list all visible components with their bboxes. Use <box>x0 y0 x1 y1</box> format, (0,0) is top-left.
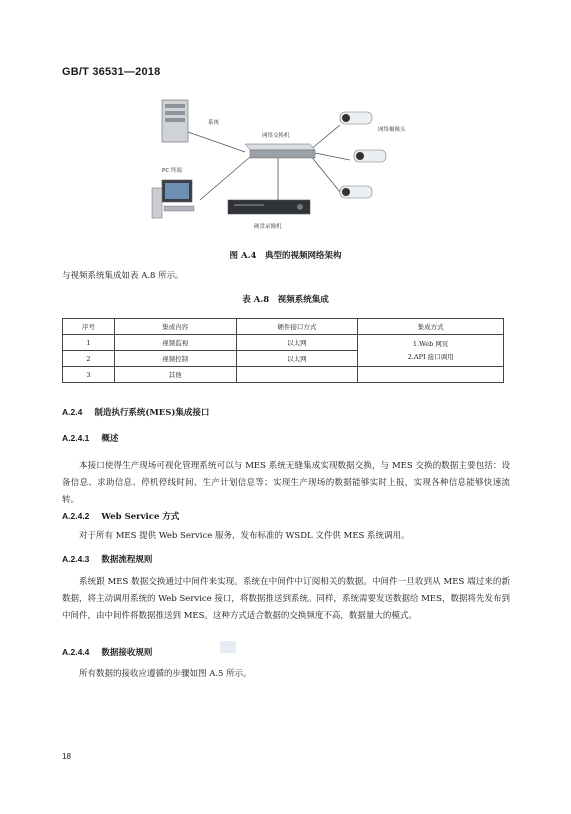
paragraph: 对于所有 MES 提供 Web Service 服务，发布标准的 WSDL 文件供 MES 系统调用。 <box>79 531 410 541</box>
switch-icon <box>245 144 315 158</box>
camera-icon-3 <box>340 186 372 198</box>
camera-icon-1 <box>340 112 372 124</box>
switch-label: 网络交换机 <box>262 133 290 139</box>
video-integration-table <box>62 318 504 383</box>
pc-icon <box>152 180 194 218</box>
recorder-icon <box>228 200 310 214</box>
page-number: 18 <box>62 752 71 761</box>
table-cell: 3 <box>63 367 115 383</box>
table-row <box>63 335 504 351</box>
integration-method-cell <box>358 335 504 367</box>
paragraph: 所有数据的接收应遵循的步骤如图 A.5 所示。 <box>79 669 252 679</box>
table-cell <box>236 367 358 383</box>
header-cell: 硬件接口方式 <box>236 319 358 335</box>
section-heading: A.2.4.4 数据接收规则 <box>62 647 153 658</box>
camera-icon-2 <box>354 150 386 162</box>
watermark-icon <box>220 641 236 653</box>
table-cell: 1 <box>63 335 115 351</box>
recorder-label: 硬盘录像机 <box>254 224 282 230</box>
table-cell: 以太网 <box>236 335 358 351</box>
figure-caption: 图 A.4 典型的视频网络架构 <box>229 251 342 261</box>
header-cell: 序号 <box>63 319 115 335</box>
table-cell: 其他 <box>114 367 236 383</box>
paragraph: 本接口使得生产现场可视化管理系统可以与 MES 系统无缝集成实现数据交换，与 MES 交换的数据主要包括：设备信息、求助信息、停机停线时间、生产计划信息等；实现生产现场的数据能够实时上报，实现各种信息能够快速流转。 <box>62 461 510 505</box>
section-heading: A.2.4 制造执行系统(MES)集成接口 <box>62 407 210 418</box>
pc-label: PC 终端 <box>162 168 182 174</box>
table-cell <box>358 367 504 383</box>
table-cell: 以太网 <box>236 351 358 367</box>
video-network-diagram <box>140 92 440 242</box>
table-cell: 视频监视 <box>114 335 236 351</box>
section-heading: A.2.4.2 Web Service 方式 <box>62 511 180 522</box>
table-row <box>63 367 504 383</box>
section-heading: A.2.4.1 概述 <box>62 433 119 444</box>
server-label: 系统 <box>208 120 220 126</box>
camera-label: 网络摄像头 <box>378 127 406 133</box>
table-cell: 视频控制 <box>114 351 236 367</box>
table-intro: 与视频系统集成如表 A.8 所示。 <box>62 271 184 281</box>
server-icon <box>162 100 188 142</box>
table-header-row <box>63 319 504 335</box>
integration-method: 2.API 接口调用 <box>407 352 454 361</box>
table-caption: 表 A.8 视频系统集成 <box>242 295 329 305</box>
standard-id: GB/T 36531—2018 <box>62 66 161 78</box>
header-cell: 集成方式 <box>358 319 504 335</box>
header-cell: 集成内容 <box>114 319 236 335</box>
table-cell: 2 <box>63 351 115 367</box>
paragraph: 系统跟 MES 数据交换通过中间件来实现。系统在中间件中订阅相关的数据。中间件一旦收到从 MES 端过来的新数据，将主动调用系统的 Web Service 接口，将数据推送到系统。同样，系统需要发送数据给 MES，数据将先发布到中间件，由中间件将数据推送到 MES。这种方式适合数据的交换频度不高，数据量大的模式。 <box>62 577 510 621</box>
section-heading: A.2.4.3 数据流程规则 <box>62 554 153 565</box>
integration-method: 1.Web 网页 <box>412 339 449 348</box>
